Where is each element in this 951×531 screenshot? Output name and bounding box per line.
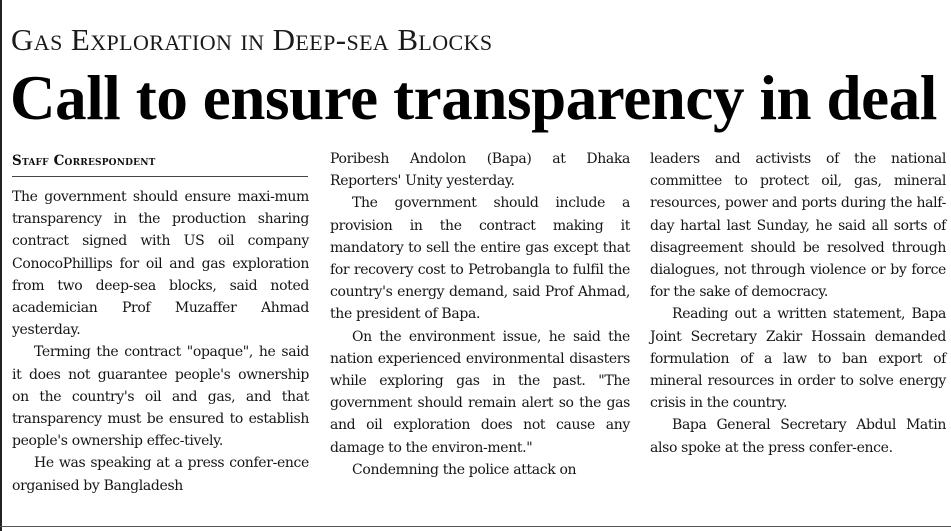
paragraph: Bapa General Secretary Abdul Matin also spoke at the press confer-ence. [650, 417, 946, 456]
article-column-1 [12, 186, 309, 497]
article-column-3 [650, 148, 946, 459]
article-column-2 [330, 148, 630, 481]
headline: Call to ensure transparency in deal [10, 63, 937, 133]
paragraph: On the environment issue, he said the nation experienced environmental disasters while exploring gas in the past. "The government should remain alert so the gas and oil exploration does not cause any damage to the environ-ment." [330, 328, 630, 456]
paragraph: Reading out a written statement, Bapa Joint Secretary Zakir Hossain demanded formulation of a law to ban export of mineral resources in order to solve energy crisis in the country. [650, 306, 946, 412]
left-column-rule [0, 0, 2, 531]
kicker: Gas Exploration in Deep-sea Blocks [11, 22, 493, 57]
paragraph: Condemning the police attack on [352, 461, 577, 478]
paragraph: leaders and activists of the national committee to protect oil, gas, mineral resources, power and ports during the half-day hartal last Sunday, he said all sorts of disagreement should be resolved through dialogues, not through violence or by force for the sake of democracy. [650, 151, 946, 301]
paragraph: He was speaking at a press confer-ence organised by Bangladesh [12, 455, 309, 494]
paragraph: The government should ensure maxi-mum transparency in the production sharing contract signed with US oil company ConocoPhillips for oil and gas exploration from two deep-sea blocks, said noted academician Prof Muzaffer Ahmad yesterday. [12, 189, 309, 339]
paragraph: The government should include a provision in the contract making it mandatory to sell the entire gas except that for recovery cost to Petrobangla to fulfil the country's energy demand, said Prof Ahmad, the president of Bapa. [330, 195, 630, 323]
paragraph: Poribesh Andolon (Bapa) at Dhaka Reporters' Unity yesterday. [330, 151, 630, 190]
byline: Staff Correspondent [12, 152, 308, 177]
bottom-rule [0, 526, 951, 527]
paragraph: Terming the contract "opaque", he said it does not guarantee people's ownership on the country's oil and gas, and that transparency must be ensured to establish people's ownership effec-tively. [12, 344, 309, 450]
